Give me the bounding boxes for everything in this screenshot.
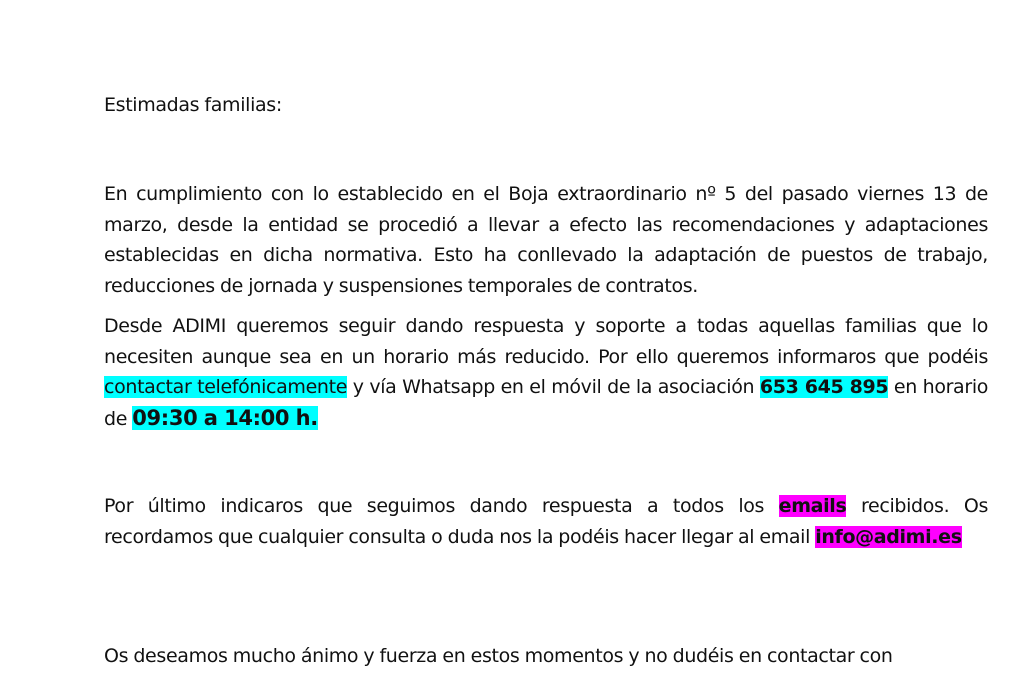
paragraph-emails-text-b: recibidos. Os recordamos que cualquier consulta o duda nos la podéis hacer llegar al email	[104, 495, 988, 548]
phone-number: 653 645 895	[759, 376, 889, 398]
paragraph-contact-text-b: y vía Whatsapp en el móvil de la asociación	[347, 376, 760, 398]
paragraph-emails-text-a: Por último indicaros que seguimos dando respuesta a todos los	[104, 495, 779, 517]
paragraph-closing: Os deseamos mucho ánimo y fuerza en estos momentos y no dudéis en contactar con	[104, 645, 893, 667]
paragraph-contact	[104, 311, 988, 434]
paragraph-boja: En cumplimiento con lo establecido en el Boja extraordinario nº 5 del pasado viernes 13 de marzo, desde la entidad se procedió a llevar a efecto las recomendaciones y adaptaciones establecidas en dicha normativa. Esto ha conllevado la adaptación de puestos de trabajo, reducciones de jornada y suspensiones temporales de contratos.	[104, 183, 988, 297]
highlight-contact-phone: contactar telefónicamente	[104, 376, 348, 398]
paragraph-contact-text-a: Desde ADIMI queremos seguir dando respuesta y soporte a todas aquellas familias que lo necesiten aunque sea en un horario más reducido. Por ello queremos informaros que podéis	[104, 315, 988, 368]
office-hours: 09:30 a 14:00 h.	[132, 405, 318, 430]
highlight-emails: emails	[778, 495, 847, 517]
paragraph-contact-text-c: en horario de	[104, 376, 989, 430]
greeting: Estimadas familias:	[104, 94, 282, 116]
email-address: info@adimi.es	[815, 525, 962, 548]
paragraph-emails	[104, 491, 988, 552]
